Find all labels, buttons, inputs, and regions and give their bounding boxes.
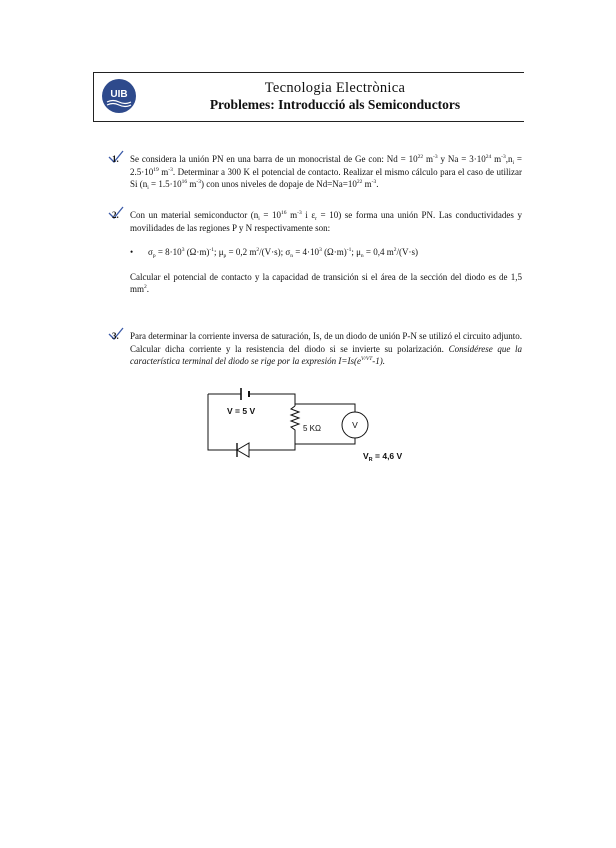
resistor-label: 5 KΩ	[303, 424, 321, 433]
problem-intro: Con un material semiconductor ($n_i = 10^{16}$ $m^{-3}$ i $\varepsilon_r = 10$) se forma una unión PN. Las conductividades y movilidades de las regiones P y N respectivamente son:	[130, 210, 523, 233]
circuit-diagram	[205, 384, 435, 464]
problem-2	[112, 209, 522, 296]
problem-number: 3.	[112, 331, 119, 341]
problem-question: Calcular el potencial de contacto y la capacidad de transición si el área de la sección del diodo es de 1,5 $mm^2$.	[130, 271, 522, 294]
properties-bullet: • $\sigma_p = 8\cdot 10^3$ $(\Omega\cdot m)^{-1}$; $\mu_p = 0,2$ $m^2/(V\cdot s)$; $\sigma_n = 4\cdot 10^3$ $(\Omega\cdot m)^{-1}$; $\mu_n = 0,4$ $m^2/(V\cdot s)$	[130, 247, 418, 259]
logo-text: UIB	[110, 89, 128, 100]
bullet-icon: •	[130, 247, 134, 257]
document-title: Tecnologia Electrònica	[264, 80, 406, 96]
problem-text: Para determinar la corriente inversa de saturación, Is, de un diodo de unión P-N se utilizó el circuito adjunto. Calcular dicha corriente y la resistencia del diodo si se invierte su polarización. Considérese que la característica terminal del diodo se rige por la expresión $I=Is(e^{V/VT}-1)$.	[130, 331, 523, 366]
problem-1	[112, 153, 522, 191]
uib-logo	[101, 78, 137, 114]
source-label: V = 5 V	[227, 406, 256, 416]
problem-number: 2.	[112, 210, 119, 220]
voltmeter-label: V	[352, 420, 358, 430]
document-subtitle: Problemes: Introducció als Semiconductors	[209, 97, 461, 112]
problem-text: Se considera la unión PN en una barra de un monocristal de Ge con: $Nd = 10^{22}$ $m^{-3}$ y $Na = 3\cdot 10^{24}$ $m^{-3},n_i = 2.5\cdot 10^{19}$ $m^{-3}$. Determinar a 300 K el potencial de contacto. Realizar el mismo cálculo para el caso de utilizar Si ($n_i = 1.5\cdot 10^{16}$ $m^{-3}$) con unos niveles de dopaje de $Nd=Na=10^{22}$ $m^{-3}$.	[130, 154, 522, 191]
problem-3	[112, 330, 522, 368]
voltmeter-reading: $V_R = 4,6$ V	[363, 451, 403, 463]
problem-number: 1.	[112, 154, 119, 164]
